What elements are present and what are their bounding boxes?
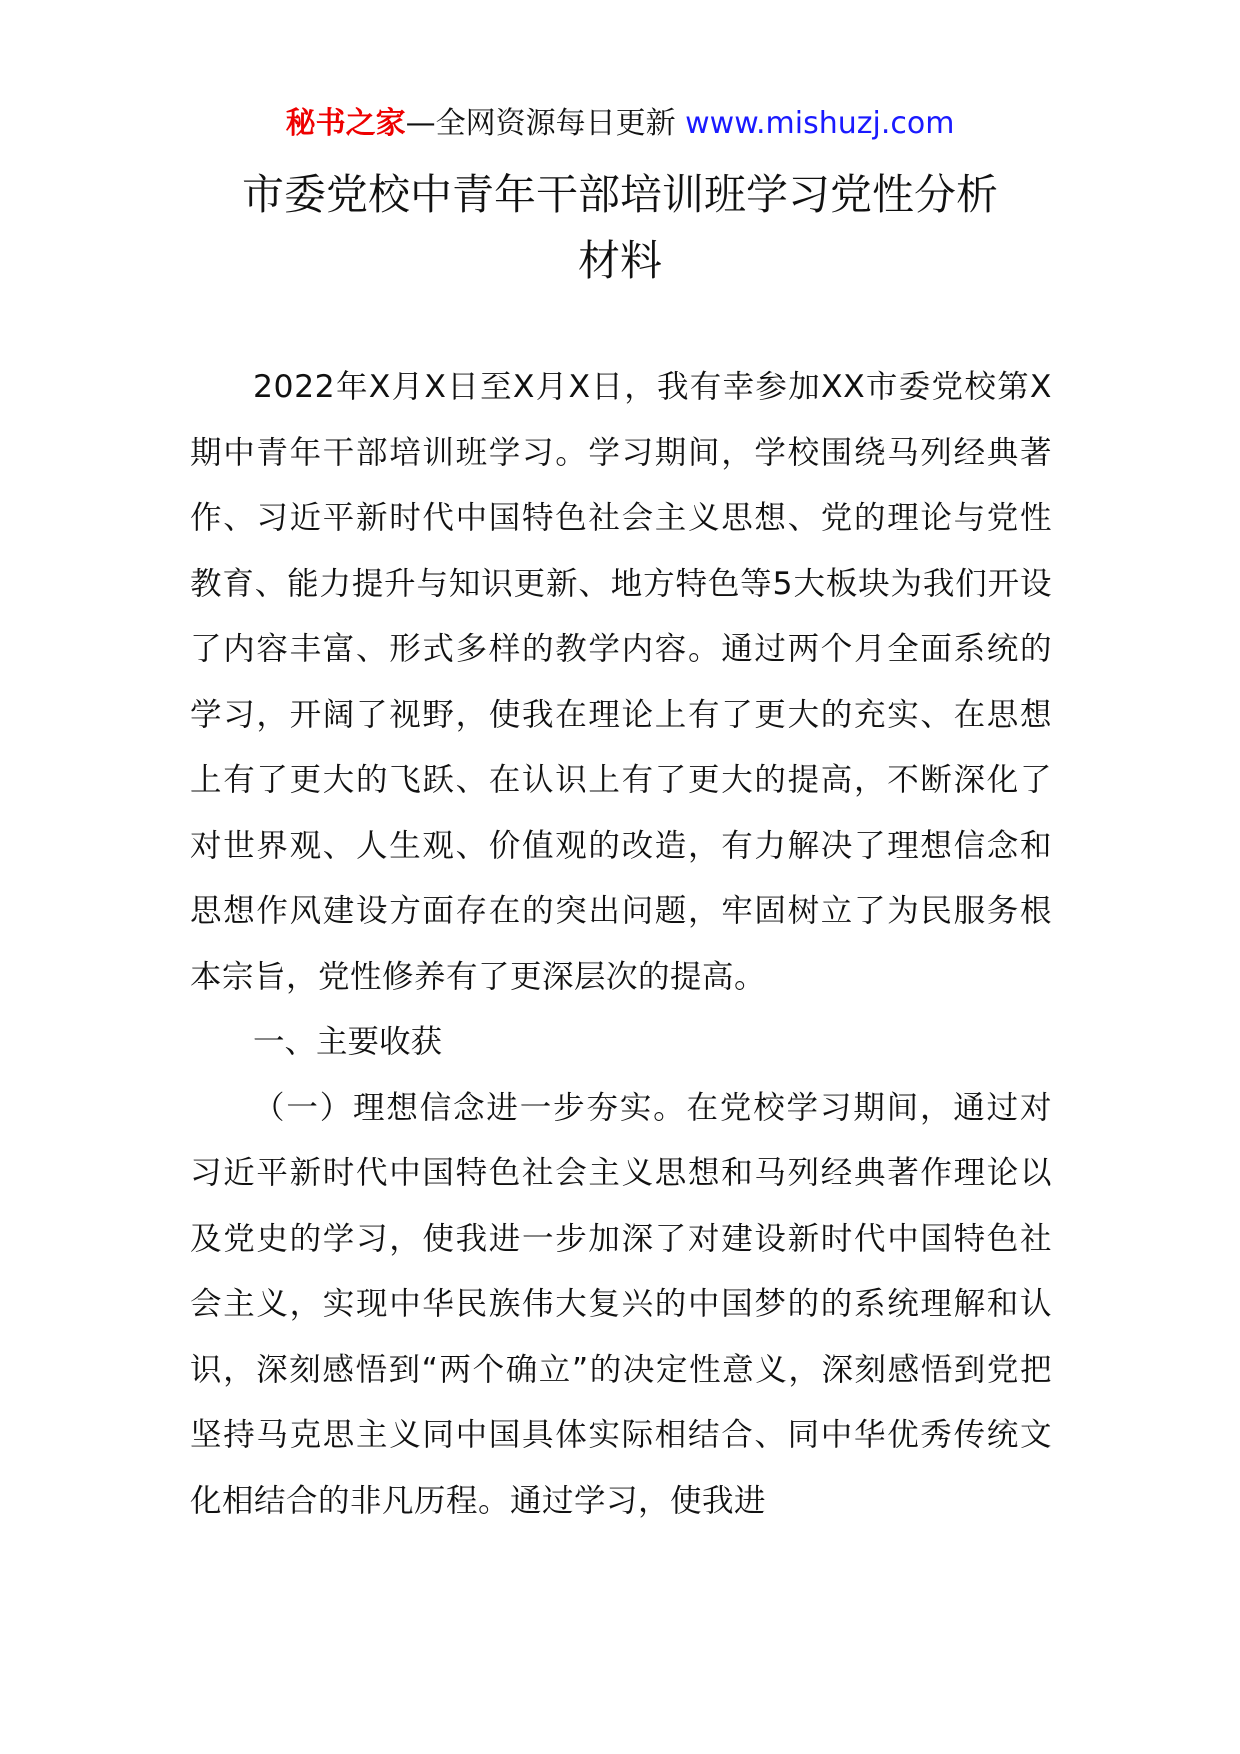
section-heading: 一、主要收获 bbox=[253, 1024, 443, 1060]
section-paragraph: （一）理想信念进一步夯实。在党校学习期间，通过对习近平新时代中国特色社会主义思想和马列经典著作理论以及党史的学习，使我进一步加深了对建设新时代中国特色社会主义，实现中华民族伟大复兴的中国梦的的系统理解和认识，深刻感悟到“两个确立”的决定性意义，深刻感悟到党把坚持马克思主义同中国具体实际相结合、同中华优秀传统文化相结合的非凡历程。通过学习，使我进 bbox=[190, 1089, 1052, 1519]
intro-paragraph: 2022年X月X日至X月X日，我有幸参加XX市委党校第X期中青年干部培训班学习。学习期间，学校围绕马列经典著作、习近平新时代中国特色社会主义思想、党的理论与党性教育、能力提升与知识更新、地方特色等5大板块为我们开设了内容丰富、形式多样的教学内容。通过两个月全面系统的学习，开阔了视野，使我在理论上有了更大的充实、在思想上有了更大的飞跃、在认识上有了更大的提高，不断深化了对世界观、人生观、价值观的改造，有力解决了理想信念和思想作风建设方面存在的突出问题，牢固树立了为民服务根本宗旨，党性修养有了更深层次的提高。 bbox=[190, 369, 1052, 995]
document-body bbox=[190, 355, 1052, 1534]
site-header bbox=[0, 100, 1240, 148]
document-title-line1: 市委党校中青年干部培训班学习党性分析 bbox=[241, 170, 998, 219]
document-title bbox=[150, 162, 1090, 294]
document-title-line2: 材料 bbox=[577, 236, 662, 285]
site-url-link[interactable]: www.mishuzj.com bbox=[685, 106, 955, 141]
site-name: 秘书之家 bbox=[285, 106, 406, 141]
site-tagline: —全网资源每日更新 bbox=[405, 106, 676, 141]
